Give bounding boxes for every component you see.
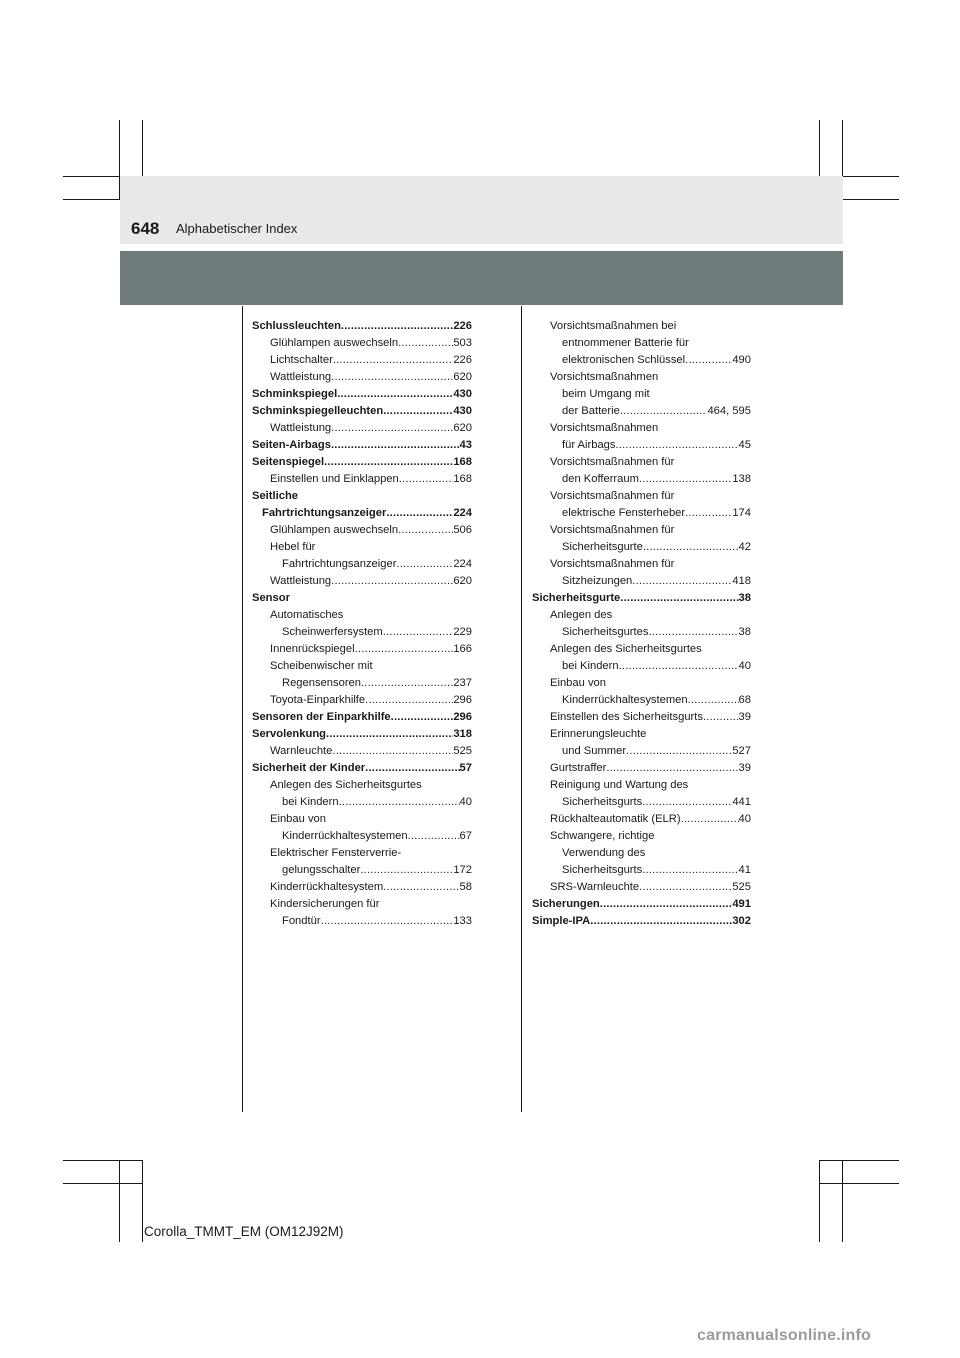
- index-entry-page: 67: [459, 830, 472, 842]
- index-entry: [532, 811, 751, 828]
- index-entry-term: Kindersicherungen für: [270, 898, 380, 910]
- index-entry: [532, 828, 751, 845]
- dot-leader: [326, 726, 453, 743]
- index-entry-term: elektronischen Schlüssel: [562, 354, 686, 366]
- index-entry-term: Seiten-Airbags: [252, 439, 331, 451]
- index-entry-page: 430: [453, 388, 472, 400]
- index-entry: [532, 573, 751, 590]
- index-entry-term: Wattleistung: [270, 575, 332, 587]
- dot-leader: [639, 879, 732, 896]
- dot-leader: [321, 913, 454, 930]
- index-entry-page: 525: [732, 881, 751, 893]
- index-entry: [532, 692, 751, 709]
- index-entry-term: Einstellen und Einklappen: [270, 473, 399, 485]
- index-entry-term: Reinigung und Wartung des: [550, 779, 689, 791]
- dot-leader: [398, 335, 453, 352]
- index-entry: [532, 590, 751, 607]
- index-entry: [532, 760, 751, 777]
- index-entry-term: Servolenkung: [252, 728, 326, 740]
- index-entry: [532, 726, 751, 743]
- index-entry: [252, 879, 472, 896]
- index-entry: [532, 862, 751, 879]
- header-accent-band: [120, 251, 843, 305]
- dot-leader: [639, 471, 732, 488]
- crop-mark: [819, 1183, 899, 1184]
- dot-leader: [642, 794, 732, 811]
- index-entry: [532, 488, 751, 505]
- index-entry: [252, 471, 472, 488]
- index-entry-term: Glühlampen auswechseln: [270, 337, 399, 349]
- index-entry-page: 168: [453, 473, 472, 485]
- index-entry-page: 45: [738, 439, 751, 451]
- index-entry-term: Innenrückspiegel: [270, 643, 355, 655]
- index-column-right: [532, 318, 751, 930]
- index-entry: [532, 437, 751, 454]
- index-entry-term: Vorsichtsmaßnahmen für: [550, 558, 675, 570]
- index-entry-page: 620: [453, 575, 472, 587]
- index-entry-term: Sicherungen: [532, 898, 600, 910]
- index-entry-page: 318: [453, 728, 472, 740]
- index-entry-page: 296: [453, 694, 472, 706]
- index-entry: [532, 675, 751, 692]
- dot-leader: [688, 692, 739, 709]
- dot-leader: [331, 369, 453, 386]
- crop-mark: [842, 1160, 843, 1242]
- index-entry-term: Anlegen des: [550, 609, 613, 621]
- index-entry-page: 620: [453, 422, 472, 434]
- index-entry: [532, 743, 751, 760]
- dot-leader: [626, 743, 732, 760]
- index-entry-page: 506: [453, 524, 472, 536]
- index-entry-term: Vorsichtsmaßnahmen bei: [550, 320, 677, 332]
- dot-leader: [365, 760, 459, 777]
- index-entry-term: elektrische Fensterheber: [562, 507, 686, 519]
- index-entry-term: bei Kindern: [282, 796, 339, 808]
- index-entry: [252, 777, 472, 794]
- index-entry-term: Einstellen des Sicherheitsgurts: [550, 711, 703, 723]
- dot-leader: [331, 573, 453, 590]
- index-entry: [532, 794, 751, 811]
- index-entry: [252, 896, 472, 913]
- index-entry: [252, 607, 472, 624]
- dot-leader: [632, 573, 732, 590]
- index-entry-page: 226: [453, 354, 472, 366]
- index-entry-term: bei Kindern: [562, 660, 619, 672]
- dot-leader: [355, 641, 454, 658]
- index-entry-term: Schlussleuchten: [252, 320, 341, 332]
- index-entry-term: Einbau von: [270, 813, 326, 825]
- index-entry-page: 133: [453, 915, 472, 927]
- dot-leader: [619, 658, 739, 675]
- index-entry-term: Sicherheit der Kinder: [252, 762, 366, 774]
- dot-leader: [606, 760, 738, 777]
- dot-leader: [600, 896, 733, 913]
- index-entry: [252, 573, 472, 590]
- index-entry: [252, 794, 472, 811]
- index-entry: [532, 352, 751, 369]
- index-entry-term: Anlegen des Sicherheitsgurtes: [550, 643, 702, 655]
- index-entry: [252, 539, 472, 556]
- index-entry: [532, 471, 751, 488]
- index-entry: [252, 845, 472, 862]
- index-entry: [252, 624, 472, 641]
- index-entry: [532, 420, 751, 437]
- index-entry-term: Rückhalteautomatik (ELR): [550, 813, 681, 825]
- index-entry-term: Schminkspiegelleuchten: [252, 405, 384, 417]
- index-entry-page: 296: [453, 711, 472, 723]
- index-entry-term: Vorsichtsmaßnahmen für: [550, 456, 675, 468]
- index-entry-term: entnommener Batterie für: [562, 337, 689, 349]
- index-entry-page: 42: [738, 541, 751, 553]
- index-entry-page: 525: [453, 745, 472, 757]
- column-divider: [242, 306, 243, 1112]
- dot-leader: [324, 454, 453, 471]
- index-entry-term: Verwendung des: [562, 847, 646, 859]
- index-entry-term: Toyota-Einparkhilfe: [270, 694, 366, 706]
- index-entry: [252, 692, 472, 709]
- index-entry-term: Wattleistung: [270, 371, 332, 383]
- index-entry-page: 490: [732, 354, 751, 366]
- dot-leader: [332, 743, 453, 760]
- index-entry-term: Sensoren der Einparkhilfe: [252, 711, 391, 723]
- index-entry: [252, 641, 472, 658]
- index-entry: [532, 386, 751, 403]
- index-entry-term: Einbau von: [550, 677, 606, 689]
- index-entry-term: Fahrtrichtungsanzeiger: [262, 507, 387, 519]
- index-entry: [252, 454, 472, 471]
- dot-leader: [339, 794, 460, 811]
- index-entry: [252, 420, 472, 437]
- dot-leader: [331, 437, 460, 454]
- index-entry: [252, 760, 472, 777]
- index-entry-term: gelungsschalter: [282, 864, 361, 876]
- index-entry-term: Scheinwerfersystem: [282, 626, 383, 638]
- dot-leader: [360, 862, 453, 879]
- index-entry-term: Simple-IPA: [532, 915, 591, 927]
- index-entry-term: Vorsichtsmaßnahmen: [550, 422, 659, 434]
- index-entry: [252, 318, 472, 335]
- crop-mark: [819, 1160, 820, 1242]
- index-entry: [532, 539, 751, 556]
- index-entry-term: Elektrischer Fensterverrie-: [270, 847, 402, 859]
- dot-leader: [383, 879, 459, 896]
- dot-leader: [391, 709, 454, 726]
- crop-mark: [63, 1160, 143, 1161]
- index-entry-term: Automatisches: [270, 609, 344, 621]
- index-entry-page: 39: [738, 762, 751, 774]
- index-entry-term: Sensor: [252, 592, 290, 604]
- index-entry-term: Fondtür: [282, 915, 321, 927]
- index-entry-page: 441: [732, 796, 751, 808]
- index-entry-page: 430: [453, 405, 472, 417]
- index-entry-page: 41: [738, 864, 751, 876]
- index-entry: [532, 403, 751, 420]
- index-entry-term: Regensensoren: [282, 677, 361, 689]
- index-entry-term: Sicherheitsgurtes: [562, 626, 649, 638]
- dot-leader: [365, 692, 453, 709]
- index-entry-page: 224: [453, 558, 472, 570]
- index-entry-term: Kinderrückhaltesystemen: [282, 830, 408, 842]
- index-entry: [252, 811, 472, 828]
- index-entry: [252, 437, 472, 454]
- index-entry: [532, 454, 751, 471]
- index-entry: [252, 590, 472, 607]
- index-entry: [532, 845, 751, 862]
- crop-mark: [119, 1160, 120, 1242]
- index-entry-page: 57: [459, 762, 472, 774]
- index-entry-page: 40: [738, 660, 751, 672]
- watermark: carmanualsonline.info: [697, 1327, 872, 1344]
- index-entry-term: Sicherheitsgurts: [562, 864, 643, 876]
- index-entry-term: Gurtstraffer: [550, 762, 607, 774]
- dot-leader: [643, 539, 739, 556]
- index-entry-term: und Summer: [562, 745, 627, 757]
- index-entry: [252, 335, 472, 352]
- index-entry-term: Sitzheizungen: [562, 575, 633, 587]
- index-entry: [532, 913, 751, 930]
- index-entry: [532, 777, 751, 794]
- index-entry: [252, 862, 472, 879]
- index-entry: [252, 658, 472, 675]
- index-entry: [252, 913, 472, 930]
- index-entry: [532, 556, 751, 573]
- dot-leader: [341, 318, 453, 335]
- crop-mark: [142, 1160, 143, 1242]
- dot-leader: [331, 420, 453, 437]
- dot-leader: [396, 556, 453, 573]
- index-entry: [252, 828, 472, 845]
- page-number: 648: [131, 219, 160, 238]
- index-entry: [532, 505, 751, 522]
- index-entry-page: 226: [453, 320, 472, 332]
- index-entry-page: 39: [738, 711, 751, 723]
- index-entry-term: Sicherheitsgurte: [562, 541, 643, 553]
- dot-leader: [615, 437, 738, 454]
- index-entry: [532, 335, 751, 352]
- dot-leader: [386, 505, 453, 522]
- index-entry-term: Scheibenwischer mit: [270, 660, 373, 672]
- index-entry-page: 418: [732, 575, 751, 587]
- index-entry-term: Kinderrückhaltesystem: [270, 881, 384, 893]
- index-entry-page: 174: [732, 507, 751, 519]
- index-entry-page: 68: [738, 694, 751, 706]
- index-entry-term: Warnleuchte: [270, 745, 333, 757]
- dot-leader: [408, 828, 460, 845]
- section-title: Alphabetischer Index: [176, 221, 298, 236]
- index-entry-term: Lichtschalter: [270, 354, 333, 366]
- index-entry-term: Erinnerungsleuchte: [550, 728, 647, 740]
- index-entry: [252, 709, 472, 726]
- index-entry-page: 491: [732, 898, 751, 910]
- dot-leader: [399, 471, 454, 488]
- index-entry: [252, 675, 472, 692]
- index-entry-page: 168: [453, 456, 472, 468]
- dot-leader: [383, 403, 453, 420]
- index-entry: [252, 352, 472, 369]
- index-entry-term: für Airbags: [562, 439, 616, 451]
- index-entry-term: Vorsichtsmaßnahmen für: [550, 524, 675, 536]
- dot-leader: [337, 386, 453, 403]
- dot-leader: [620, 403, 708, 420]
- index-entry-term: der Batterie: [562, 405, 620, 417]
- index-entry-page: 166: [453, 643, 472, 655]
- index-entry: [252, 369, 472, 386]
- index-entry: [252, 403, 472, 420]
- dot-leader: [703, 709, 739, 726]
- index-entry-page: 229: [453, 626, 472, 638]
- index-entry-page: 40: [738, 813, 751, 825]
- index-entry: [532, 624, 751, 641]
- dot-leader: [642, 862, 738, 879]
- crop-mark: [819, 1160, 899, 1161]
- index-entry: [252, 726, 472, 743]
- index-entry-page: 43: [459, 439, 472, 451]
- index-entry: [532, 641, 751, 658]
- index-entry: [252, 743, 472, 760]
- index-entry-page: 138: [732, 473, 751, 485]
- index-entry-term: Seitenspiegel: [252, 456, 325, 468]
- crop-mark: [63, 1183, 143, 1184]
- index-entry-term: Vorsichtsmaßnahmen für: [550, 490, 675, 502]
- index-entry-term: Vorsichtsmaßnahmen: [550, 371, 659, 383]
- index-entry: [532, 658, 751, 675]
- dot-leader: [383, 624, 454, 641]
- index-entry-term: beim Umgang mit: [562, 388, 650, 400]
- dot-leader: [361, 675, 453, 692]
- index-entry-term: Schwangere, richtige: [550, 830, 655, 842]
- index-entry-term: Fahrtrichtungsanzeiger: [282, 558, 397, 570]
- dot-leader: [398, 522, 453, 539]
- index-entry-page: 302: [732, 915, 751, 927]
- index-entry: [532, 369, 751, 386]
- dot-leader: [681, 811, 739, 828]
- dot-leader: [648, 624, 738, 641]
- index-entry-page: 464, 595: [707, 405, 751, 417]
- index-entry-page: 40: [459, 796, 472, 808]
- index-entry-term: Anlegen des Sicherheitsgurtes: [270, 779, 422, 791]
- index-entry: [252, 488, 472, 505]
- index-entry-page: 172: [453, 864, 472, 876]
- index-entry-term: Schminkspiegel: [252, 388, 338, 400]
- dot-leader: [333, 352, 454, 369]
- index-entry-term: Seitliche: [252, 490, 299, 502]
- index-entry-term: Wattleistung: [270, 422, 332, 434]
- index-entry-term: Kinderrückhaltesystemen: [562, 694, 688, 706]
- index-entry-term: Hebel für: [270, 541, 316, 553]
- index-entry: [532, 896, 751, 913]
- index-entry-page: 38: [738, 592, 751, 604]
- index-column-left: [252, 318, 472, 930]
- index-entry-term: Sicherheitsgurte: [532, 592, 621, 604]
- index-entry-term: Sicherheitsgurts: [562, 796, 643, 808]
- index-entry: [252, 556, 472, 573]
- index-entry-term: Glühlampen auswechseln: [270, 524, 399, 536]
- index-entry-page: 237: [453, 677, 472, 689]
- index-entry-term: SRS-Warnleuchte: [550, 881, 640, 893]
- index-entry-page: 38: [738, 626, 751, 638]
- index-entry-page: 58: [459, 881, 472, 893]
- dot-leader: [685, 505, 732, 522]
- index-entry: [532, 522, 751, 539]
- index-entry-page: 224: [453, 507, 472, 519]
- index-entry-term: den Kofferraum: [562, 473, 639, 485]
- index-entry: [252, 505, 472, 522]
- dot-leader: [590, 913, 732, 930]
- index-entry: [252, 522, 472, 539]
- index-entry: [532, 318, 751, 335]
- index-entry: [532, 607, 751, 624]
- document-id: Corolla_TMMT_EM (OM12J92M): [144, 1224, 344, 1239]
- column-divider: [521, 306, 522, 1112]
- dot-leader: [620, 590, 738, 607]
- index-entry-page: 620: [453, 371, 472, 383]
- index-entry: [252, 386, 472, 403]
- index-entry: [532, 879, 751, 896]
- index-entry-page: 527: [732, 745, 751, 757]
- dot-leader: [685, 352, 732, 369]
- index-entry: [532, 709, 751, 726]
- index-entry-page: 503: [453, 337, 472, 349]
